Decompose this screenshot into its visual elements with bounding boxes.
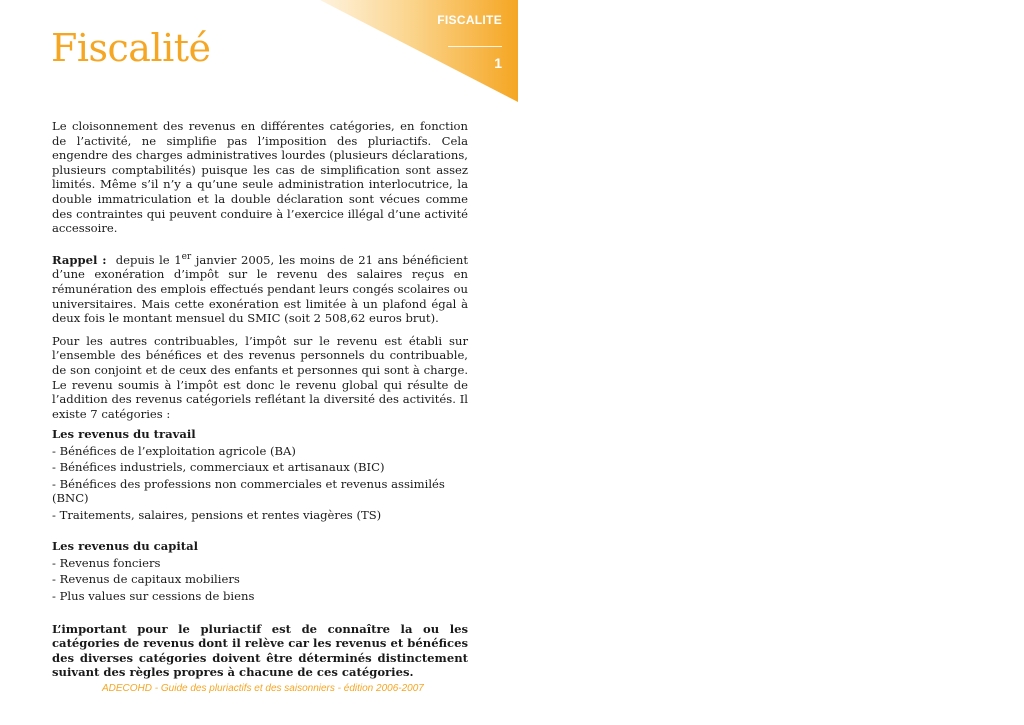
rappel-label: Rappel : xyxy=(52,252,107,267)
list-item: - Plus values sur cessions de biens xyxy=(52,589,255,604)
intro-paragraph: Le cloisonnement des revenus en différentes catégories, en fonction de l’activité, ne simplifie pas l’imposition des pluriactifs. Cela engendre des charges administratives lourdes (plusieurs déclarations, plusieurs comptabilités) puisque les cas de simplification sont assez limités. Même s’il n’y a qu’une seule administration interlocutrice, la double immatriculation et la double déclaration sont vécues comme des contraintes qui peuvent conduire à l’exercice illégal d’une activité accessoire. xyxy=(52,119,468,236)
section-divider xyxy=(448,46,502,47)
spacer xyxy=(52,606,468,622)
page-number: 1 xyxy=(494,55,502,71)
list-item: - Bénéfices des professions non commerciales et revenus assimilés (BNC) xyxy=(52,477,445,506)
spacer xyxy=(52,524,468,539)
list-item: - Revenus fonciers xyxy=(52,555,161,570)
section-label: FISCALITE xyxy=(437,13,502,27)
others-paragraph: Pour les autres contribuables, l’impôt sur le revenu est établi sur l’ensemble des bénéfices et des revenus personnels du contribuable, de son conjoint et de ceux des enfants et personnes qui sont à charge. Le revenu soumis à l’impôt est donc le revenu global qui résulte de l’addition des revenus catégoriels reflétant la diversité des activités. Il existe 7 catégories : xyxy=(52,333,468,421)
capital-heading: Les revenus du capital xyxy=(52,539,199,554)
list-item: - Bénéfices de l’exploitation agricole (BA) xyxy=(52,443,296,458)
rappel-paragraph xyxy=(52,253,468,326)
capital-list xyxy=(52,556,468,603)
main-content xyxy=(52,119,468,680)
closing-paragraph: L’important pour le pluriactif est de connaître la ou les catégories de revenus dont il relève car les revenus et bénéfices des diverses catégories doivent être déterminés distinctement suivant des règles propres à chacune de ces catégories. xyxy=(52,621,468,680)
travail-heading: Les revenus du travail xyxy=(52,427,196,442)
page-title: Fiscalité xyxy=(51,26,211,70)
list-item: - Bénéfices industriels, commerciaux et artisanaux (BIC) xyxy=(52,460,385,475)
rappel-text-after: janvier 2005, les moins de 21 ans bénéficient d’une exonération d’impôt sur le revenu des salaires reçus en rémunération des emplois effectués pendant leurs congés scolaires ou universitaires. Mais cette exonération est limitée à un plafond égal à deux fois le montant mensuel du SMIC (soit 2 508,62 euros brut). xyxy=(52,252,468,326)
list-item: - Revenus de capitaux mobiliers xyxy=(52,572,240,587)
list-item: - Traitements, salaires, pensions et rentes viagères (TS) xyxy=(52,507,382,522)
rappel-superscript: er xyxy=(181,251,192,262)
rappel-text-before: depuis le 1 xyxy=(115,252,182,267)
footer-text: ADECOHD - Guide des pluriactifs et des saisonniers - édition 2006-2007 xyxy=(102,683,424,694)
travail-list xyxy=(52,444,468,522)
